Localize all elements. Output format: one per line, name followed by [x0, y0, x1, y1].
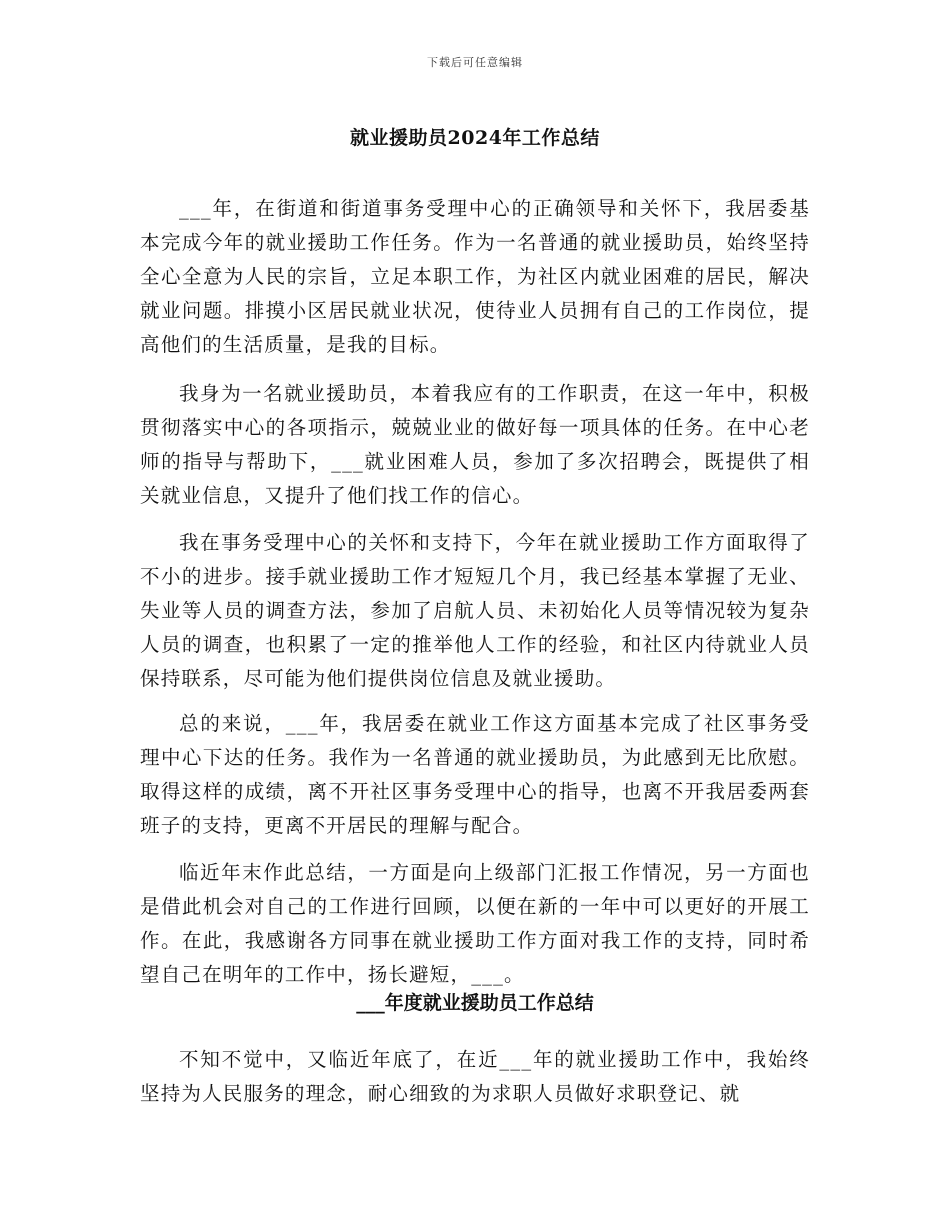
section-subtitle: ___年度就业援助员工作总结 [356, 992, 594, 1014]
paragraph-6: 不知不觉中，又临近年底了，在近___年的就业援助工作中，我始终坚持为人民服务的理念，耐心细致的为求职人员做好求职登记、就 [140, 1047, 810, 1105]
paragraph-3: 我在事务受理中心的关怀和支持下，今年在就业援助工作方面取得了不小的进步。接手就业援助工作才短短几个月，我已经基本掌握了无业、失业等人员的调查方法，参加了启航人员、未初始化人员等情况较为复杂人员的调查，也积累了一定的推举他人工作的经验，和社区内待就业人员保持联系，尽可能为他们提供岗位信息及就业援助。 [140, 530, 810, 690]
document-title: 就业援助员2024年工作总结 [350, 127, 600, 149]
paragraph-1: ___年，在街道和街道事务受理中心的正确领导和关怀下，我居委基本完成今年的就业援助工作任务。作为一名普通的就业援助员，始终坚持全心全意为人民的宗旨，立足本职工作，为社区内就业困难的居民，解决就业问题。排摸小区居民就业状况，使待业人员拥有自己的工作岗位，提高他们的生活质量，是我的目标。 [140, 196, 810, 356]
page-header: 下载后可任意编辑 [427, 56, 523, 69]
paragraph-2: 我身为一名就业援助员，本着我应有的工作职责，在这一年中，积极贯彻落实中心的各项指示，兢兢业业的做好每一项具体的任务。在中心老师的指导与帮助下，___就业困难人员，参加了多次招聘会，既提供了相关就业信息，又提升了他们找工作的信心。 [140, 381, 810, 507]
paragraph-4: 总的来说，___年，我居委在就业工作这方面基本完成了社区事务受理中心下达的任务。我作为一名普通的就业援助员，为此感到无比欣慰。取得这样的成绩，离不开社区事务受理中心的指导，也离不开我居委两套班子的支持，更离不开居民的理解与配合。 [140, 711, 810, 837]
paragraph-5: 临近年末作此总结，一方面是向上级部门汇报工作情况，另一方面也是借此机会对自己的工作进行回顾，以便在新的一年中可以更好的开展工作。在此，我感谢各方同事在就业援助工作方面对我工作的支持，同时希望自己在明年的工作中，扬长避短，___。 [140, 860, 810, 986]
